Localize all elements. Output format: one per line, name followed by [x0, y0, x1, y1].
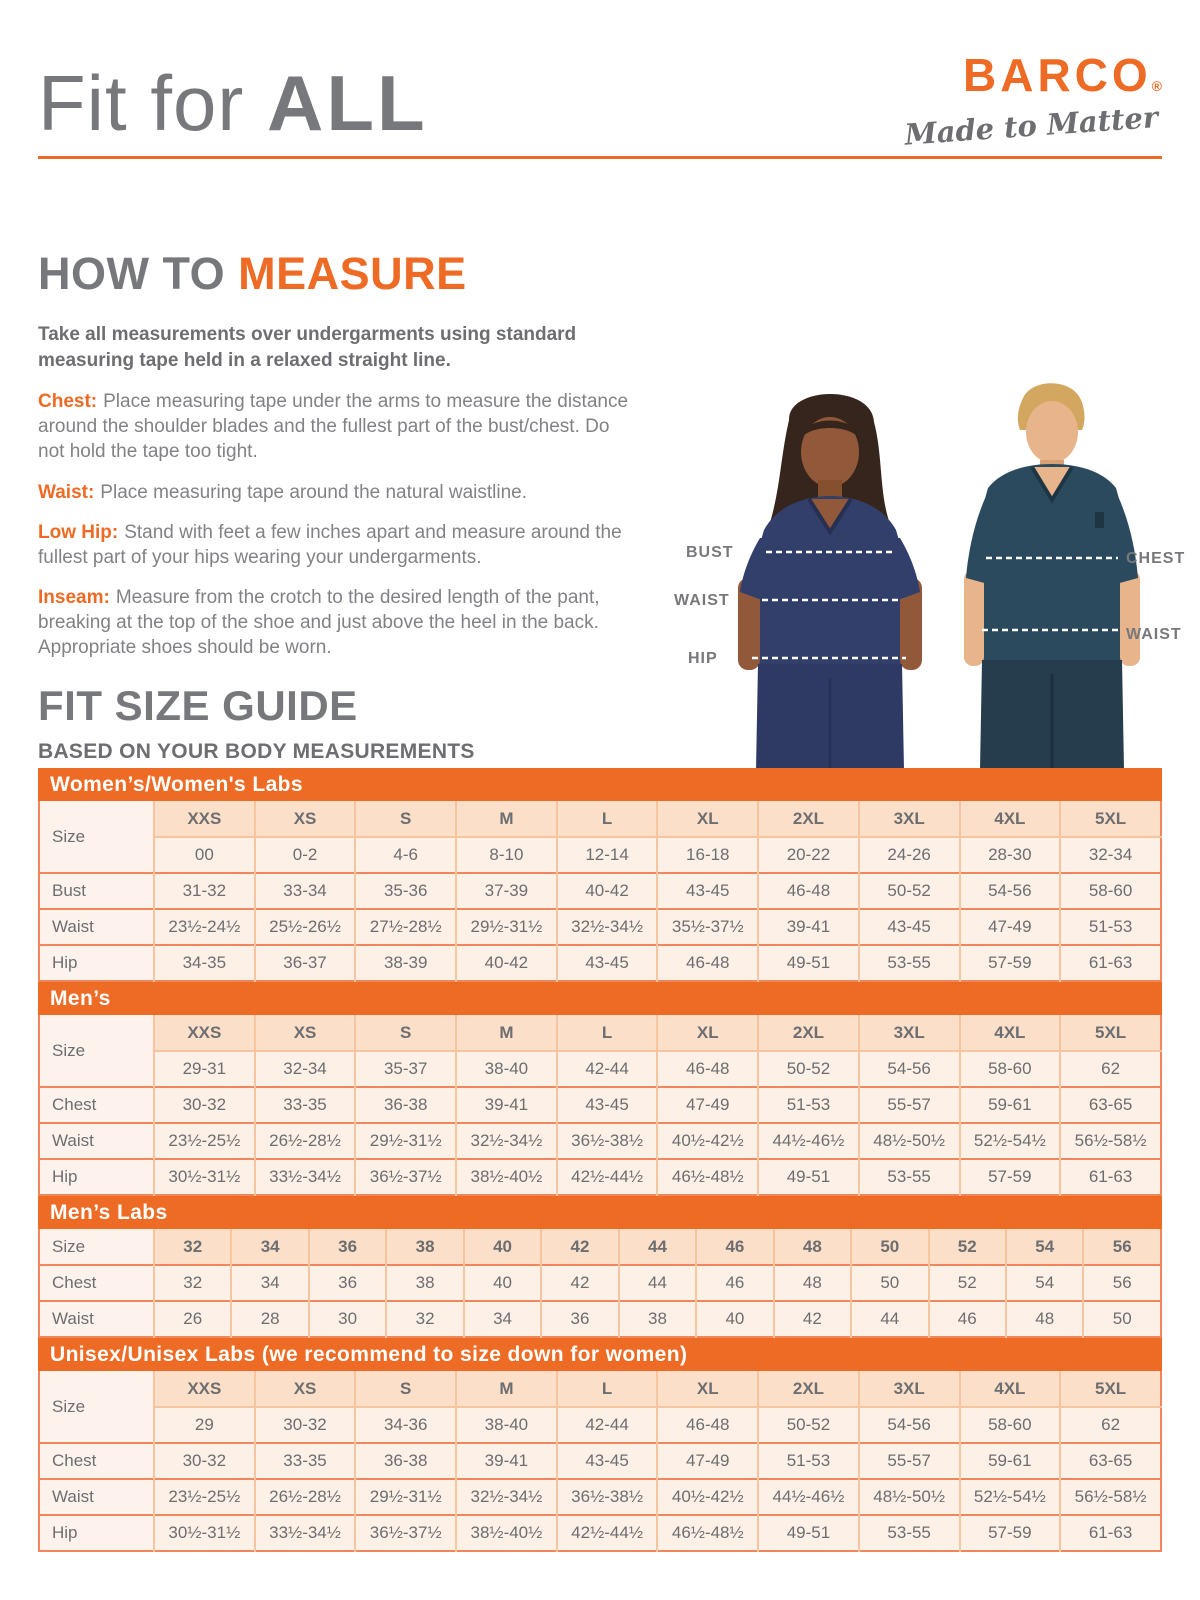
measurement-value-cell: 43-45: [657, 873, 758, 909]
size-column-header: M: [456, 1371, 557, 1407]
size-column-header: XXS: [154, 801, 255, 837]
size-column-header: 4XL: [960, 1371, 1061, 1407]
measurement-value-cell: 55-57: [859, 1087, 960, 1123]
numeric-size-cell: 54-56: [859, 1051, 960, 1087]
numeric-size-cell: 8-10: [456, 837, 557, 873]
size-column-header: M: [456, 801, 557, 837]
size-column-header: L: [557, 1371, 658, 1407]
numeric-size-cell: 00: [154, 837, 255, 873]
measurement-value-cell: 26: [154, 1301, 231, 1337]
size-column-header: XL: [657, 1371, 758, 1407]
size-table-grid: [38, 1229, 1162, 1338]
measurement-value-cell: 59-61: [960, 1443, 1061, 1479]
size-table: [38, 982, 1162, 1196]
size-table-title-banner: [38, 1338, 1162, 1371]
size-column-header: M: [456, 1015, 557, 1051]
measurement-value-cell: 40-42: [456, 945, 557, 981]
numeric-size-cell: 58-60: [960, 1051, 1061, 1087]
measure-item-low-hip: [38, 520, 638, 570]
chest-measure-label: CHEST: [1126, 550, 1186, 567]
measurement-value-cell: 48: [1006, 1301, 1083, 1337]
heading-orange-part: MEASURE: [238, 248, 467, 299]
numeric-size-cell: 30-32: [255, 1407, 356, 1443]
measure-item-label: Low Hip:: [38, 521, 119, 543]
size-column-header: XS: [255, 801, 356, 837]
measurement-value-cell: 34: [231, 1265, 308, 1301]
barco-logo: [904, 49, 1162, 101]
size-column-header: 2XL: [758, 1371, 859, 1407]
measurement-row-label: Chest: [39, 1265, 154, 1301]
measurement-value-cell: 51-53: [1060, 909, 1161, 945]
numeric-size-cell: 62: [1060, 1051, 1161, 1087]
measurement-value-cell: 61-63: [1060, 1515, 1161, 1551]
numeric-size-cell: 32-34: [255, 1051, 356, 1087]
numeric-size-cell: 50-52: [758, 1051, 859, 1087]
measurement-value-cell: 33½-34½: [255, 1159, 356, 1195]
measurement-value-cell: 27½-28½: [355, 909, 456, 945]
measurement-value-cell: 32½-34½: [456, 1123, 557, 1159]
measurement-value-cell: 49-51: [758, 1515, 859, 1551]
size-column-header: XL: [657, 801, 758, 837]
measurement-value-cell: 39-41: [456, 1443, 557, 1479]
numeric-size-cell: 46-48: [657, 1051, 758, 1087]
size-column-header: 3XL: [859, 801, 960, 837]
measurement-value-cell: 37-39: [456, 873, 557, 909]
measurement-value-cell: 30-32: [154, 1443, 255, 1479]
measurement-value-cell: 48½-50½: [859, 1123, 960, 1159]
measurement-value-cell: 23½-24½: [154, 909, 255, 945]
numeric-size-cell: 35-37: [355, 1051, 456, 1087]
numeric-size-cell: 54-56: [859, 1407, 960, 1443]
size-column-header: 5XL: [1060, 1015, 1161, 1051]
table-row: [39, 873, 1161, 909]
size-column-header: 4XL: [960, 1015, 1061, 1051]
measurement-row-label: Hip: [39, 1159, 154, 1195]
measurement-value-cell: 58-60: [1060, 873, 1161, 909]
size-table: [38, 1338, 1162, 1552]
measurement-value-cell: 44½-46½: [758, 1479, 859, 1515]
measurement-value-cell: 36-37: [255, 945, 356, 981]
measurement-value-cell: 54: [1006, 1265, 1083, 1301]
brand-tagline: Made to Matter: [903, 100, 1160, 152]
measurement-value-cell: 40½-42½: [657, 1479, 758, 1515]
numeric-size-cell: 42-44: [557, 1407, 658, 1443]
size-column-header: XXS: [154, 1015, 255, 1051]
measurement-value-cell: 51-53: [758, 1443, 859, 1479]
numeric-size-cell: 62: [1060, 1407, 1161, 1443]
size-row-label: Size: [39, 801, 154, 873]
measurement-value-cell: 43-45: [859, 909, 960, 945]
measurement-value-cell: 38-39: [355, 945, 456, 981]
page-title-bold: ALL: [267, 59, 428, 147]
table-row: [39, 1087, 1161, 1123]
measurement-value-cell: 54-56: [960, 873, 1061, 909]
size-table-title: Women’s/Women's Labs: [50, 773, 303, 796]
measurement-value-cell: 44½-46½: [758, 1123, 859, 1159]
measurement-value-cell: 36-38: [355, 1443, 456, 1479]
size-column-header: 56: [1083, 1229, 1161, 1265]
measurement-value-cell: 52: [929, 1265, 1006, 1301]
measurement-value-cell: 25½-26½: [255, 909, 356, 945]
size-column-header: 5XL: [1060, 801, 1161, 837]
measurement-row-label: Chest: [39, 1443, 154, 1479]
measurement-value-cell: 53-55: [859, 1515, 960, 1551]
measurement-value-cell: 48½-50½: [859, 1479, 960, 1515]
table-row: [39, 1479, 1161, 1515]
fit-size-guide-heading: FIT SIZE GUIDE: [38, 682, 358, 729]
measurement-value-cell: 30½-31½: [154, 1515, 255, 1551]
size-column-header: L: [557, 1015, 658, 1051]
table-row: [39, 1265, 1161, 1301]
table-row: [39, 1159, 1161, 1195]
size-row-label: Size: [39, 1371, 154, 1443]
fit-size-guide-subheading: BASED ON YOUR BODY MEASUREMENTS: [38, 740, 475, 763]
measurement-value-cell: 33½-34½: [255, 1515, 356, 1551]
measurement-value-cell: 61-63: [1060, 945, 1161, 981]
measurement-value-cell: 29½-31½: [456, 909, 557, 945]
woman-model: [738, 394, 922, 770]
measurement-value-cell: 42: [541, 1265, 618, 1301]
measurement-value-cell: 49-51: [758, 945, 859, 981]
size-column-header: S: [355, 1371, 456, 1407]
numeric-size-cell: 20-22: [758, 837, 859, 873]
measurement-value-cell: 55-57: [859, 1443, 960, 1479]
measurement-value-cell: 36½-37½: [355, 1159, 456, 1195]
numeric-size-cell: 42-44: [557, 1051, 658, 1087]
measurement-value-cell: 44: [851, 1301, 928, 1337]
measurement-value-cell: 39-41: [456, 1087, 557, 1123]
size-column-header: 40: [464, 1229, 541, 1265]
measurement-value-cell: 47-49: [657, 1087, 758, 1123]
waist-measure-label-woman: WAIST: [674, 592, 730, 609]
size-column-header: 32: [154, 1229, 231, 1265]
measurement-value-cell: 31-32: [154, 873, 255, 909]
numeric-size-cell: 29: [154, 1407, 255, 1443]
measurement-value-cell: 63-65: [1060, 1087, 1161, 1123]
measure-intro: Take all measurements over undergarments using standard measuring tape held in a relaxed straight line.: [38, 324, 577, 371]
header: [38, 49, 1162, 152]
measurement-value-cell: 33-35: [255, 1443, 356, 1479]
size-table-title: Men’s Labs: [50, 1201, 168, 1224]
size-column-header: 46: [696, 1229, 773, 1265]
measurement-value-cell: 40-42: [557, 873, 658, 909]
measurement-value-cell: 32½-34½: [456, 1479, 557, 1515]
size-column-header: XL: [657, 1015, 758, 1051]
numeric-size-cell: 12-14: [557, 837, 658, 873]
measurement-value-cell: 36½-38½: [557, 1479, 658, 1515]
measurement-value-cell: 23½-25½: [154, 1479, 255, 1515]
measurement-value-cell: 33-34: [255, 873, 356, 909]
measurement-value-cell: 39-41: [758, 909, 859, 945]
measure-item-label: Inseam:: [38, 586, 110, 608]
measurement-value-cell: 50: [851, 1265, 928, 1301]
measurement-value-cell: 46½-48½: [657, 1515, 758, 1551]
measurement-value-cell: 38½-40½: [456, 1159, 557, 1195]
measurement-value-cell: 42: [774, 1301, 851, 1337]
measure-item-text: Place measuring tape under the arms to measure the distance around the shoulder blades and the fullest part of the bust/chest. Do not hold the tape too tight.: [38, 391, 629, 463]
measurement-row-label: Hip: [39, 1515, 154, 1551]
measurement-value-cell: 46: [696, 1265, 773, 1301]
size-column-header: 3XL: [859, 1015, 960, 1051]
measurement-value-cell: 36-38: [355, 1087, 456, 1123]
measurement-value-cell: 30-32: [154, 1087, 255, 1123]
size-column-header: 42: [541, 1229, 618, 1265]
measurement-value-cell: 32: [154, 1265, 231, 1301]
size-table-grid: [38, 1015, 1162, 1196]
measurement-value-cell: 40½-42½: [657, 1123, 758, 1159]
heading-gray-part: HOW TO: [38, 248, 226, 299]
brand-block: [903, 49, 1162, 152]
measurement-value-cell: 35½-37½: [657, 909, 758, 945]
measurement-value-cell: 57-59: [960, 945, 1061, 981]
size-column-header: S: [355, 1015, 456, 1051]
numeric-size-cell: 16-18: [657, 837, 758, 873]
numeric-size-cell: 32-34: [1060, 837, 1161, 873]
measurement-value-cell: 43-45: [557, 945, 658, 981]
measurement-value-cell: 33-35: [255, 1087, 356, 1123]
measurement-value-cell: 52½-54½: [960, 1479, 1061, 1515]
size-column-header: 2XL: [758, 1015, 859, 1051]
how-to-measure-heading: [38, 248, 638, 300]
size-column-header: XS: [255, 1015, 356, 1051]
measurement-value-cell: 43-45: [557, 1443, 658, 1479]
measurement-value-cell: 38½-40½: [456, 1515, 557, 1551]
measurement-value-cell: 47-49: [960, 909, 1061, 945]
measurement-value-cell: 56½-58½: [1060, 1123, 1161, 1159]
measurement-value-cell: 36: [541, 1301, 618, 1337]
models-photo-illustration: [648, 378, 1192, 770]
measure-item-label: Chest:: [38, 391, 98, 413]
measurement-value-cell: 36½-37½: [355, 1515, 456, 1551]
size-column-header: 2XL: [758, 801, 859, 837]
numeric-size-cell: 46-48: [657, 1407, 758, 1443]
size-table-grid: [38, 801, 1162, 982]
measurement-value-cell: 47-49: [657, 1443, 758, 1479]
measurement-value-cell: 34-35: [154, 945, 255, 981]
size-table-title: Unisex/Unisex Labs (we recommend to size down for women): [50, 1343, 688, 1366]
table-row: [39, 1443, 1161, 1479]
measurement-value-cell: 28: [231, 1301, 308, 1337]
models-photo: [648, 378, 1192, 770]
measurement-value-cell: 61-63: [1060, 1159, 1161, 1195]
size-table-title-banner: [38, 1196, 1162, 1229]
measurement-value-cell: 38: [619, 1301, 696, 1337]
barco-logo-text: BARCO: [963, 49, 1152, 101]
size-column-header: 48: [774, 1229, 851, 1265]
measurement-value-cell: 26½-28½: [255, 1123, 356, 1159]
table-row: [39, 945, 1161, 981]
measurement-row-label: Waist: [39, 1301, 154, 1337]
measure-item-text: Stand with feet a few inches apart and measure around the fullest part of your hips wearing your undergarments.: [38, 521, 622, 568]
size-table: [38, 1196, 1162, 1338]
size-table: [38, 768, 1162, 982]
measurement-value-cell: 46: [929, 1301, 1006, 1337]
size-column-header: XS: [255, 1371, 356, 1407]
measure-item-text: Place measuring tape around the natural waistline.: [100, 481, 527, 503]
measurement-value-cell: 51-53: [758, 1087, 859, 1123]
page-title: [38, 59, 428, 147]
how-to-measure-section: [38, 248, 638, 675]
measurement-value-cell: 34: [464, 1301, 541, 1337]
waist-measure-label-man: WAIST: [1126, 626, 1182, 643]
measurement-value-cell: 36: [309, 1265, 386, 1301]
measurement-value-cell: 35-36: [355, 873, 456, 909]
table-row: [39, 1123, 1161, 1159]
measurement-value-cell: 44: [619, 1265, 696, 1301]
measurement-value-cell: 26½-28½: [255, 1479, 356, 1515]
measurement-value-cell: 49-51: [758, 1159, 859, 1195]
size-column-header: 52: [929, 1229, 1006, 1265]
measurement-value-cell: 46-48: [758, 873, 859, 909]
measurement-value-cell: 56: [1083, 1265, 1161, 1301]
size-column-header: L: [557, 801, 658, 837]
man-model: [964, 383, 1140, 770]
measurement-value-cell: 32: [386, 1301, 463, 1337]
numeric-size-cell: 38-40: [456, 1051, 557, 1087]
measurement-value-cell: 56½-58½: [1060, 1479, 1161, 1515]
measure-item-waist: [38, 480, 638, 505]
registered-trademark-icon: ®: [1151, 78, 1162, 94]
size-column-header: 4XL: [960, 801, 1061, 837]
bust-measure-label: BUST: [686, 544, 734, 561]
numeric-size-cell: 28-30: [960, 837, 1061, 873]
hip-measure-label: HIP: [688, 650, 718, 667]
measurement-value-cell: 57-59: [960, 1159, 1061, 1195]
measurement-value-cell: 50-52: [859, 873, 960, 909]
measurement-value-cell: 52½-54½: [960, 1123, 1061, 1159]
numeric-size-cell: 29-31: [154, 1051, 255, 1087]
measurement-value-cell: 53-55: [859, 1159, 960, 1195]
measurement-value-cell: 46-48: [657, 945, 758, 981]
size-column-header: 3XL: [859, 1371, 960, 1407]
measurement-value-cell: 43-45: [557, 1087, 658, 1123]
table-row: [39, 1515, 1161, 1551]
size-row-label: Size: [39, 1015, 154, 1087]
measurement-value-cell: 40: [464, 1265, 541, 1301]
measurement-value-cell: 42½-44½: [557, 1515, 658, 1551]
numeric-size-cell: 58-60: [960, 1407, 1061, 1443]
measurement-row-label: Hip: [39, 945, 154, 981]
size-table-grid: [38, 1371, 1162, 1552]
orange-divider: [38, 156, 1162, 159]
measurement-value-cell: 63-65: [1060, 1443, 1161, 1479]
measure-item-text: Measure from the crotch to the desired length of the pant, breaking at the top of the shoe and just above the heel in the back. Appropriate shoes should be worn.: [38, 586, 600, 658]
measurement-row-label: Waist: [39, 1479, 154, 1515]
measurement-row-label: Chest: [39, 1087, 154, 1123]
numeric-size-cell: 0-2: [255, 837, 356, 873]
numeric-size-cell: 4-6: [355, 837, 456, 873]
measurement-value-cell: 38: [386, 1265, 463, 1301]
measurement-value-cell: 36½-38½: [557, 1123, 658, 1159]
measurement-value-cell: 32½-34½: [557, 909, 658, 945]
size-column-header: 54: [1006, 1229, 1083, 1265]
numeric-size-cell: 50-52: [758, 1407, 859, 1443]
size-table-title: Men’s: [50, 987, 111, 1010]
measurement-row-label: Bust: [39, 873, 154, 909]
numeric-size-cell: 38-40: [456, 1407, 557, 1443]
size-column-header: XXS: [154, 1371, 255, 1407]
size-column-header: 50: [851, 1229, 928, 1265]
numeric-size-cell: 34-36: [355, 1407, 456, 1443]
measurement-value-cell: 40: [696, 1301, 773, 1337]
table-row: [39, 1301, 1161, 1337]
measurement-value-cell: 30½-31½: [154, 1159, 255, 1195]
measurement-value-cell: 29½-31½: [355, 1123, 456, 1159]
table-row: [39, 909, 1161, 945]
measurement-value-cell: 59-61: [960, 1087, 1061, 1123]
measurement-value-cell: 29½-31½: [355, 1479, 456, 1515]
measurement-value-cell: 30: [309, 1301, 386, 1337]
measurement-value-cell: 42½-44½: [557, 1159, 658, 1195]
measurement-row-label: Waist: [39, 1123, 154, 1159]
measure-item-label: Waist:: [38, 481, 95, 503]
measurement-value-cell: 23½-25½: [154, 1123, 255, 1159]
measurement-value-cell: 50: [1083, 1301, 1161, 1337]
numeric-size-cell: 24-26: [859, 837, 960, 873]
size-row-label: Size: [39, 1229, 154, 1265]
size-column-header: S: [355, 801, 456, 837]
size-tables-container: [38, 768, 1162, 1552]
measurement-value-cell: 48: [774, 1265, 851, 1301]
size-column-header: 34: [231, 1229, 308, 1265]
measurement-row-label: Waist: [39, 909, 154, 945]
size-column-header: 5XL: [1060, 1371, 1161, 1407]
measurement-value-cell: 57-59: [960, 1515, 1061, 1551]
measurement-value-cell: 46½-48½: [657, 1159, 758, 1195]
size-column-header: 44: [619, 1229, 696, 1265]
size-table-title-banner: [38, 982, 1162, 1015]
page-title-regular: Fit for: [38, 59, 245, 147]
measurement-value-cell: 53-55: [859, 945, 960, 981]
size-table-title-banner: [38, 768, 1162, 801]
size-column-header: 38: [386, 1229, 463, 1265]
size-column-header: 36: [309, 1229, 386, 1265]
measure-item-chest: [38, 389, 638, 464]
measure-item-inseam: [38, 585, 638, 660]
